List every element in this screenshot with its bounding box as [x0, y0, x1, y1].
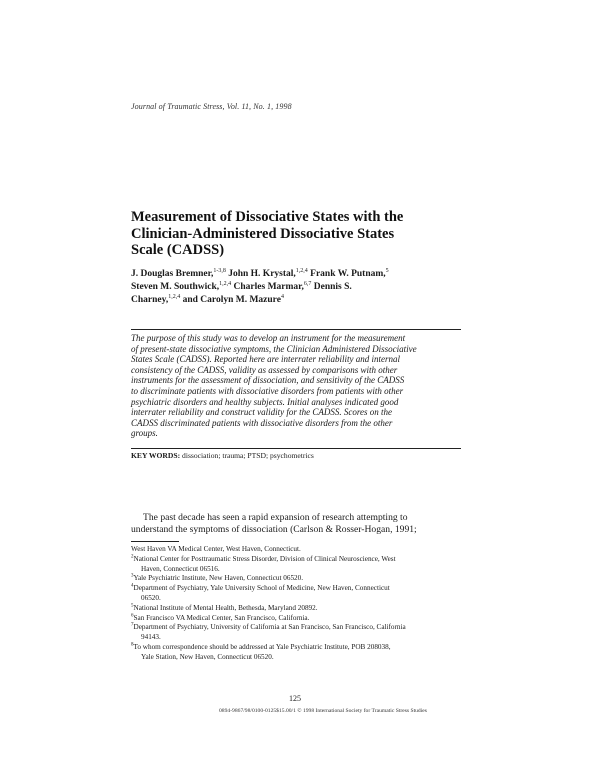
footnote-text: West Haven VA Medical Center, West Haven, Connecticut.: [131, 545, 301, 553]
abstract-top-rule: [131, 329, 461, 330]
footnote-marker: 5: [131, 603, 134, 609]
author-affiliation: 6,7: [303, 280, 312, 287]
footnote-text: Department of Psychiatry, University of California at San Francisco, San Francisco, California: [133, 623, 406, 632]
author-name: Steven M. Southwick,: [131, 282, 220, 292]
body-text: [131, 512, 461, 535]
footnote-rule: [131, 541, 179, 542]
footnote-marker: 4: [131, 583, 134, 589]
keywords-text: dissociation; trauma; PTSD; psychometrics: [180, 451, 314, 460]
author-line: [131, 294, 451, 307]
author-name: Frank W. Putnam,: [307, 269, 386, 279]
footnote-marker: 7: [131, 622, 134, 628]
copyright-line: 0894-9867/98/0100-0125$15.00/1 © 1998 International Society for Traumatic Stress Studies: [219, 708, 427, 714]
footnote-continuation: 94143.: [141, 633, 161, 642]
footnote-text: To whom correspondence should be addressed at Yale Psychiatric Institute, POB 208038,: [133, 642, 391, 651]
abstract-line: psychiatric disorders and healthy subjects. Initial analyses indicated good: [131, 396, 399, 407]
abstract-line: interrater reliability and construct validity for the CADSS. Scores on the: [131, 407, 393, 418]
author-affiliation: 1,2,4: [168, 293, 181, 300]
abstract-line: consistency of the CADSS, validity as assessed by comparisons with other: [131, 364, 398, 375]
footnote-text: National Institute of Mental Health, Bethesda, Maryland 20892.: [133, 603, 318, 612]
author-affiliation: 1,2,4: [219, 280, 232, 287]
footnote-marker: 2: [131, 554, 134, 560]
body-line: The past decade has seen a rapid expansion of research attempting to: [143, 512, 408, 523]
abstract-line: The purpose of this study was to develop an instrument for the measurement: [131, 333, 406, 343]
title-line: Clinician-Administered Dissociative States: [131, 225, 395, 242]
journal-citation: Journal of Traumatic Stress, Vol. 11, No. 1, 1998: [131, 102, 292, 111]
author-affiliation: 5: [385, 267, 389, 274]
author-name: Dennis S.: [311, 282, 352, 292]
footnote-continuation: Haven, Connecticut 06516.: [141, 564, 220, 573]
abstract-line: groups.: [131, 428, 158, 439]
footnote-marker: 8: [131, 642, 134, 648]
footnote-marker: 6: [131, 613, 134, 619]
footnote: [131, 604, 461, 614]
footnote-marker: 3: [131, 574, 134, 579]
footnote: [131, 584, 461, 594]
author-affiliation: 1-3,8: [213, 267, 226, 274]
author-line: [131, 281, 451, 294]
title-line: Measurement of Dissociative States with the: [131, 209, 404, 225]
footnote-text: San Francisco VA Medical Center, San Francisco, California.: [133, 613, 310, 622]
author-name: and Carolyn M. Mazure: [180, 295, 281, 305]
page-number: 125: [289, 694, 301, 703]
abstract: [131, 333, 461, 439]
footnotes: [131, 545, 461, 663]
author-list: [131, 268, 451, 307]
footnote: [131, 574, 461, 584]
author-affiliation: 4: [280, 293, 284, 300]
footnote: [131, 545, 461, 555]
keywords-label: KEY WORDS:: [131, 451, 181, 460]
abstract-line: CADSS discriminated patients with dissociative disorders from the other: [131, 417, 393, 428]
footnote: [131, 614, 461, 624]
abstract-line: of present-state dissociative symptoms, the Clinician Administered Dissociative: [131, 343, 417, 354]
abstract-line: States Scale (CADSS). Reported here are interrater reliability and internal: [131, 354, 400, 365]
author-name: J. Douglas Bremner,: [131, 269, 214, 279]
abstract-bottom-rule: [131, 448, 461, 449]
footnote-text: National Center for Posttraumatic Stress Disorder, Division of Clinical Neuroscience, West: [133, 554, 396, 563]
author-name: Charles Marmar,: [231, 282, 304, 292]
abstract-line: instruments for the assessment of dissociation, and sensitivity of the CADSS: [131, 375, 405, 386]
abstract-line: to discriminate patients with dissociative disorders from patients with other: [131, 385, 404, 396]
footnote: [131, 643, 461, 653]
author-name: Charney,: [131, 295, 169, 305]
footnote-continuation: Yale Station, New Haven, Connecticut 06520.: [141, 652, 274, 661]
footnote-text: Yale Psychiatric Institute, New Haven, Connecticut 06520.: [133, 574, 304, 583]
article-title: [131, 209, 431, 259]
footnote-continuation: 06520.: [141, 593, 161, 602]
body-line: understand the symptoms of dissociation (Carlson & Rosser-Hogan, 1991;: [131, 523, 417, 535]
footnote: [131, 555, 461, 565]
keywords: [131, 451, 314, 460]
footnote-text: Department of Psychiatry, Yale University School of Medicine, New Haven, Connecticut: [133, 584, 390, 593]
footnote: [131, 623, 461, 633]
author-affiliation: 1,2,4: [295, 267, 308, 274]
author-line: [131, 268, 451, 281]
title-line: Scale (CADSS): [131, 242, 225, 258]
author-name: John H. Krystal,: [225, 269, 296, 279]
